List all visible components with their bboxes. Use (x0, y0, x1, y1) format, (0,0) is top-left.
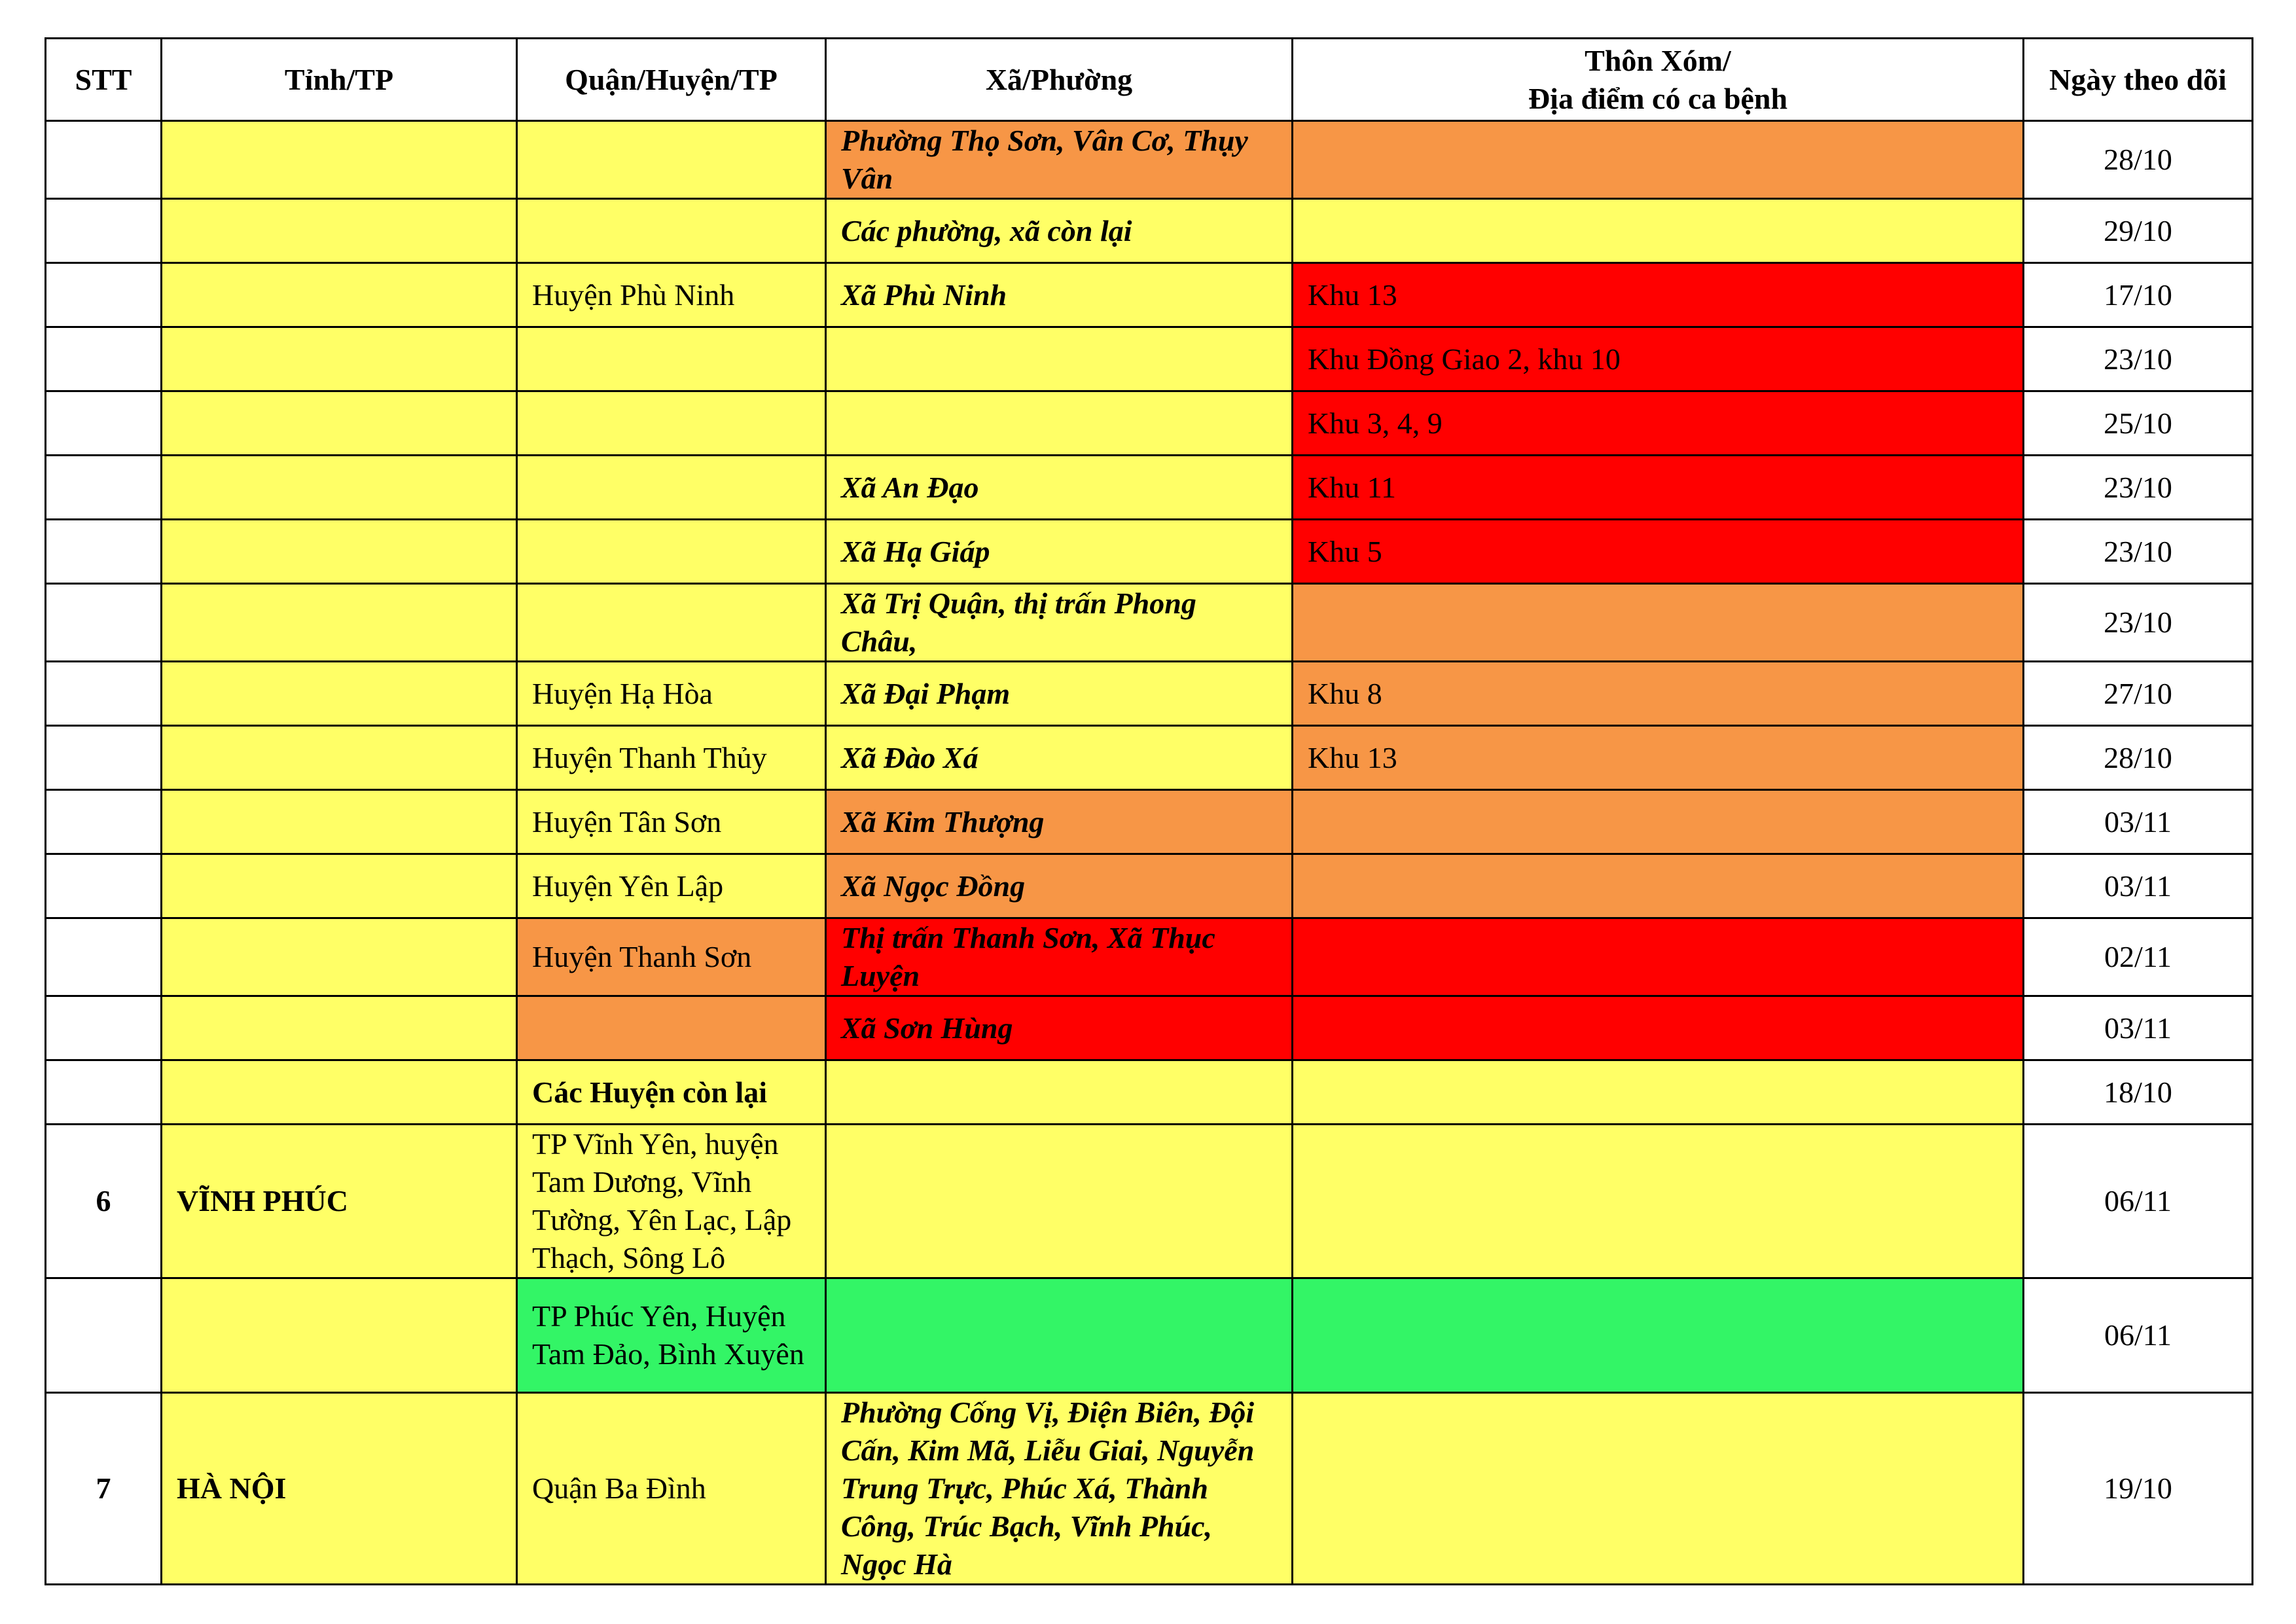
province-cell (162, 996, 517, 1060)
date-cell: 23/10 (2024, 520, 2253, 584)
province-cell: VĨNH PHÚC (162, 1125, 517, 1278)
ward-cell (826, 1125, 1293, 1278)
hamlet-cell (1293, 121, 2024, 199)
stt-cell (46, 918, 162, 996)
hamlet-cell (1293, 790, 2024, 854)
header-ward: Xã/Phường (826, 39, 1293, 121)
ward-cell: Thị trấn Thanh Sơn, Xã Thục Luyện (826, 918, 1293, 996)
stt-cell (46, 456, 162, 520)
district-cell: Huyện Tân Sơn (517, 790, 826, 854)
ward-cell: Phường Thọ Sơn, Vân Cơ, Thụy Vân (826, 121, 1293, 199)
hamlet-cell: Khu 3, 4, 9 (1293, 391, 2024, 456)
stt-cell (46, 1278, 162, 1393)
stt-cell (46, 121, 162, 199)
district-cell (517, 996, 826, 1060)
date-cell: 23/10 (2024, 584, 2253, 662)
ward-cell: Xã An Đạo (826, 456, 1293, 520)
district-cell: Huyện Thanh Sơn (517, 918, 826, 996)
hamlet-cell (1293, 1125, 2024, 1278)
province-cell (162, 726, 517, 790)
stt-cell (46, 391, 162, 456)
stt-cell (46, 327, 162, 391)
district-cell (517, 584, 826, 662)
table-row (46, 391, 2253, 456)
province-cell (162, 854, 517, 918)
ward-cell: Xã Đại Phạm (826, 662, 1293, 726)
header-hamlet-line1: Thôn Xóm/ (1585, 43, 1731, 77)
ward-cell: Xã Hạ Giáp (826, 520, 1293, 584)
stt-cell (46, 1060, 162, 1125)
date-cell: 27/10 (2024, 662, 2253, 726)
date-cell: 17/10 (2024, 263, 2253, 327)
district-cell (517, 456, 826, 520)
table-row (46, 327, 2253, 391)
hamlet-cell (1293, 199, 2024, 263)
date-cell: 06/11 (2024, 1125, 2253, 1278)
ward-cell (826, 1060, 1293, 1125)
table-row (46, 584, 2253, 662)
hamlet-cell (1293, 996, 2024, 1060)
date-cell: 03/11 (2024, 854, 2253, 918)
date-cell: 18/10 (2024, 1060, 2253, 1125)
district-cell (517, 199, 826, 263)
ward-cell: Xã Ngọc Đồng (826, 854, 1293, 918)
stt-cell (46, 996, 162, 1060)
province-cell (162, 199, 517, 263)
province-cell (162, 456, 517, 520)
hamlet-cell: Khu Đồng Giao 2, khu 10 (1293, 327, 2024, 391)
date-cell: 03/11 (2024, 996, 2253, 1060)
table-row (46, 456, 2253, 520)
header-stt: STT (46, 39, 162, 121)
province-cell (162, 584, 517, 662)
header-district: Quận/Huyện/TP (517, 39, 826, 121)
header-date: Ngày theo dõi (2024, 39, 2253, 121)
province-cell (162, 1278, 517, 1393)
district-cell (517, 327, 826, 391)
header-row (46, 39, 2253, 121)
date-cell: 25/10 (2024, 391, 2253, 456)
stt-cell (46, 520, 162, 584)
table-row (46, 263, 2253, 327)
table-row (46, 726, 2253, 790)
date-cell: 28/10 (2024, 121, 2253, 199)
stt-cell (46, 199, 162, 263)
ward-cell: Xã Phù Ninh (826, 263, 1293, 327)
date-cell: 29/10 (2024, 199, 2253, 263)
province-cell (162, 662, 517, 726)
ward-cell: Các phường, xã còn lại (826, 199, 1293, 263)
table-row (46, 854, 2253, 918)
date-cell: 28/10 (2024, 726, 2253, 790)
table-row (46, 918, 2253, 996)
hamlet-cell: Khu 13 (1293, 263, 2024, 327)
header-hamlet-line2: Địa điểm có ca bệnh (1528, 81, 1788, 115)
district-cell (517, 391, 826, 456)
ward-cell: Xã Sơn Hùng (826, 996, 1293, 1060)
stt-cell (46, 263, 162, 327)
table-row (46, 1278, 2253, 1393)
table-row (46, 121, 2253, 199)
hamlet-cell: Khu 8 (1293, 662, 2024, 726)
province-cell: HÀ NỘI (162, 1393, 517, 1585)
hamlet-cell: Khu 5 (1293, 520, 2024, 584)
district-cell: Quận Ba Đình (517, 1393, 826, 1585)
stt-cell (46, 662, 162, 726)
table-row (46, 520, 2253, 584)
ward-cell (826, 391, 1293, 456)
district-cell (517, 520, 826, 584)
date-cell: 19/10 (2024, 1393, 2253, 1585)
header-hamlet (1293, 39, 2024, 121)
hamlet-cell (1293, 918, 2024, 996)
table-row (46, 662, 2253, 726)
province-cell (162, 391, 517, 456)
district-cell: TP Vĩnh Yên, huyện Tam Dương, Vĩnh Tường, Yên Lạc, Lập Thạch, Sông Lô (517, 1125, 826, 1278)
table-row (46, 199, 2253, 263)
stt-cell (46, 584, 162, 662)
ward-cell: Phường Cống Vị, Điện Biên, Đội Cấn, Kim Mã, Liễu Giai, Nguyễn Trung Trực, Phúc Xá, Thành Công, Trúc Bạch, Vĩnh Phúc, Ngọc Hà (826, 1393, 1293, 1585)
hamlet-cell (1293, 1060, 2024, 1125)
hamlet-cell: Khu 11 (1293, 456, 2024, 520)
province-cell (162, 121, 517, 199)
ward-cell (826, 1278, 1293, 1393)
province-cell (162, 327, 517, 391)
district-cell: Các Huyện còn lại (517, 1060, 826, 1125)
date-cell: 23/10 (2024, 456, 2253, 520)
ward-cell: Xã Trị Quận, thị trấn Phong Châu, (826, 584, 1293, 662)
hamlet-cell (1293, 1393, 2024, 1585)
header-province: Tỉnh/TP (162, 39, 517, 121)
hamlet-cell (1293, 854, 2024, 918)
date-cell: 06/11 (2024, 1278, 2253, 1393)
hamlet-cell (1293, 1278, 2024, 1393)
date-cell: 03/11 (2024, 790, 2253, 854)
table-row (46, 1060, 2253, 1125)
district-cell: Huyện Thanh Thủy (517, 726, 826, 790)
district-cell: TP Phúc Yên, Huyện Tam Đảo, Bình Xuyên (517, 1278, 826, 1393)
ward-cell: Xã Kim Thượng (826, 790, 1293, 854)
province-cell (162, 918, 517, 996)
ward-cell: Xã Đào Xá (826, 726, 1293, 790)
stt-cell (46, 854, 162, 918)
hamlet-cell: Khu 13 (1293, 726, 2024, 790)
district-cell (517, 121, 826, 199)
district-cell: Huyện Phù Ninh (517, 263, 826, 327)
district-cell: Huyện Hạ Hòa (517, 662, 826, 726)
province-cell (162, 790, 517, 854)
epidemic-level-table (45, 37, 2253, 1585)
province-cell (162, 1060, 517, 1125)
table-row (46, 1125, 2253, 1278)
stt-cell (46, 726, 162, 790)
date-cell: 02/11 (2024, 918, 2253, 996)
province-cell (162, 263, 517, 327)
province-cell (162, 520, 517, 584)
date-cell: 23/10 (2024, 327, 2253, 391)
stt-cell (46, 790, 162, 854)
table-row (46, 790, 2253, 854)
hamlet-cell (1293, 584, 2024, 662)
ward-cell (826, 327, 1293, 391)
stt-cell: 7 (46, 1393, 162, 1585)
district-cell: Huyện Yên Lập (517, 854, 826, 918)
table-row (46, 996, 2253, 1060)
table-row (46, 1393, 2253, 1585)
stt-cell: 6 (46, 1125, 162, 1278)
